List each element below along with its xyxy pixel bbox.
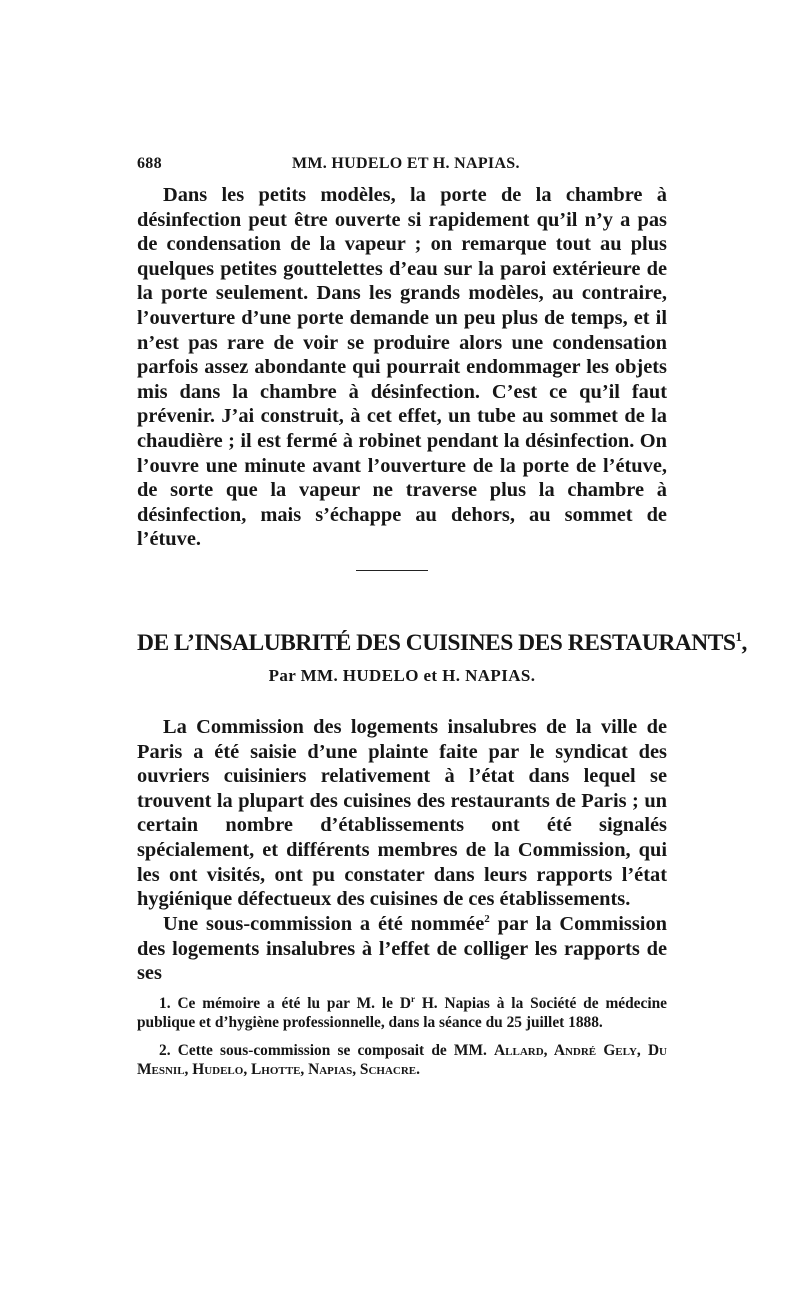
footnote-1-superscript: r bbox=[410, 993, 415, 1004]
footnote-2-number: 2. bbox=[159, 1042, 171, 1059]
footnotes bbox=[137, 995, 667, 1089]
paragraph-sub-commission-start: Une sous-commission a été nommée bbox=[163, 913, 485, 935]
article-byline: Par MM. HUDELO et H. NAPIAS. bbox=[268, 666, 536, 685]
footnote-2 bbox=[137, 1042, 667, 1079]
paragraph-commission-complaint: La Commission des logements insalubres de la ville de Paris a été saisie d’une plainte faite par le syndicat des ouvriers cuisiniers relativement à l’état dans lequel se trouvent la plupart des cuisines des restaurants de Paris ; un certain nombre d’établissements ont été signalés spécialement, et différents membres de la Commission, qui les ont visités, ont pu constater dans leurs rapports l’état hygiénique défectueux des cuisines de ces établissements. bbox=[137, 716, 667, 911]
page-number: 688 bbox=[137, 155, 162, 172]
section-divider bbox=[356, 570, 428, 571]
footnote-2-names: Allard, André Gely, Du Mesnil, Hudelo, Lhotte, Napias, Schacre. bbox=[137, 1042, 667, 1078]
paragraph-disinfection-chamber: Dans les petits modèles, la porte de la chambre à désinfection peut être ouverte si rapidement qu’il n’y a pas de condensation de la vapeur ; on remarque tout au plus quelques petites gouttelettes d’eau sur la paroi extérieure de la porte seulement. Dans les grands modèles, au contraire, l’ouverture d’une porte demande un peu plus de temps, et il n’est pas rare de voir se produire alors une condensation parfois assez abondante qui pourrait endommager les objets mis dans la chambre à désinfection. C’est ce qu’il faut prévenir. J’ai construit, à cet effet, un tube au sommet de la chaudière ; il est fermé à robinet pendant la désinfection. On l’ouvre une minute avant l’ouverture de la porte de l’étuve, de sorte que la vapeur ne traverse plus la chambre à désinfection, mais s’échappe au dehors, au sommet de l’étuve. bbox=[137, 184, 667, 551]
footnote-1-number: 1. bbox=[159, 995, 171, 1012]
page-header bbox=[137, 155, 667, 179]
footnote-2-text: Cette sous-commission se composait de MM. bbox=[177, 1042, 487, 1059]
paragraph-sub-commission-end: par la Commission des logements insalubres à l’effet de colliger les rapports de ses bbox=[137, 913, 667, 985]
footnote-1-text-start: Ce mémoire a été lu par M. le D bbox=[177, 995, 411, 1012]
article-title-text: DE L’INSALUBRITÉ DES CUISINES DES RESTAURANTS bbox=[137, 629, 736, 656]
paragraph-sub-commission bbox=[137, 912, 667, 986]
footnote-mark-2: 2 bbox=[484, 913, 490, 926]
running-head: MM. HUDELO ET H. NAPIAS. bbox=[292, 155, 520, 172]
title-footnote-mark: 1 bbox=[735, 629, 742, 644]
footnote-1 bbox=[137, 995, 667, 1032]
footnote-1-text-end: H. Napias à la Société de médecine publique et d’hygiène professionnelle, dans la séance du 25 juillet 1888. bbox=[137, 995, 667, 1031]
article-title: DE L’INSALUBRITÉ DES CUISINES DES RESTAURANTS$^1$, bbox=[137, 629, 747, 656]
